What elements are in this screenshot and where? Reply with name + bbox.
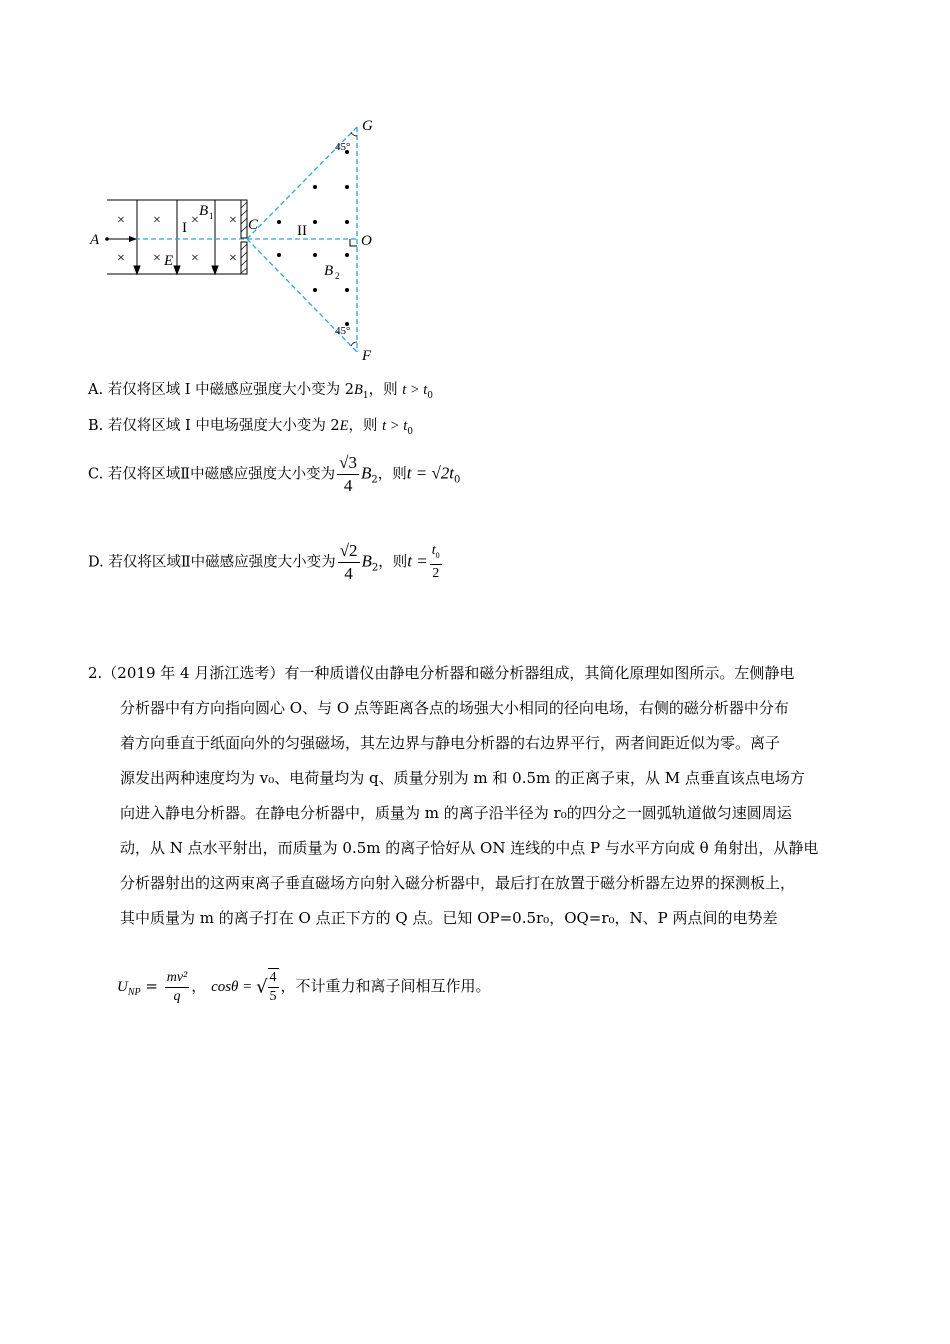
label-o: O [361, 233, 372, 249]
svg-text:×: × [117, 251, 125, 266]
option-a-cond: t > t [402, 382, 428, 398]
option-d-cond-den: 2 [432, 566, 440, 582]
formula-eq: = [140, 977, 163, 995]
label-b1-sub: 1 [209, 211, 214, 221]
label-c: C [248, 217, 259, 233]
q2-line-7: 分析器射出的这两束离子垂直磁场方向射入磁分析器中，最后打在放置于磁分析器左边界的探测板上， [120, 874, 796, 892]
option-d-cond-num: $t_0$ [430, 542, 442, 566]
sqrt-icon: √ [256, 976, 268, 998]
option-c-fraction [337, 452, 359, 497]
svg-text:×: × [153, 213, 161, 228]
physics-diagram [85, 112, 395, 367]
q2-formula-line [117, 968, 491, 1028]
formula-u: U [117, 979, 128, 995]
svg-text:×: × [191, 213, 199, 228]
option-c-suffix: ，则 [377, 466, 407, 483]
option-d-fraction [338, 540, 360, 585]
option-d-suffix: ，则 [378, 554, 408, 571]
label-region2: II [297, 223, 307, 239]
formula-cos: cosθ = [211, 979, 257, 995]
option-a-prefix: A. 若仅将区域 I 中磁感应强度大小变为 2 [88, 382, 354, 398]
q2-line-3: 着方向垂直于纸面向外的匀强磁场，其左边界与静电分析器的右边界平行，两者间距近似为零。离子 [120, 734, 781, 752]
option-d [88, 540, 444, 585]
q2-line-6: 动，从 N 点水平射出，而质量为 0.5m 的离子恰好从 ON 连线的中点 P 与水平方向成 θ 角射出，从静电 [120, 839, 819, 857]
option-b-var: E [339, 418, 349, 434]
angle-arc-bottom [351, 342, 357, 346]
option-b-cond: t > t [382, 418, 408, 434]
formula-fraction [165, 969, 190, 1006]
angle-arc-top [351, 132, 357, 136]
label-g: G [362, 118, 373, 134]
label-e: E [164, 253, 174, 269]
label-b2-sub: 2 [335, 271, 340, 281]
option-c-var: B [361, 463, 372, 483]
formula-radical-fraction [268, 968, 279, 1006]
label-region1: I [182, 220, 187, 236]
option-c-sub: 2 [371, 474, 378, 486]
option-c [88, 452, 460, 497]
svg-text:×: × [191, 251, 199, 266]
option-a-sub: 1 [362, 390, 369, 401]
label-f: F [362, 348, 372, 364]
formula-rad-num: 4 [268, 969, 279, 988]
option-c-prefix: C. 若仅将区域Ⅱ中磁感应强度大小变为 [88, 466, 336, 483]
option-d-cond-fraction [430, 542, 442, 584]
q2-line-2: 分析器中有方向指向圆心 O、与 O 点等距离各点的场强大小相同的径向电场，右侧的磁分析器中分布 [120, 699, 789, 717]
svg-text:×: × [117, 213, 125, 228]
magnetic-field-dots [277, 150, 349, 326]
formula-num: mv² [165, 969, 190, 988]
option-c-cond: t = √2t [406, 463, 455, 483]
formula-u-sub: NP [127, 987, 141, 998]
option-d-sub: 2 [371, 562, 379, 574]
label-angle-bottom: 45° [335, 325, 351, 337]
option-b-cond-sub: 0 [407, 426, 413, 437]
q2-line-4: 源发出两种速度均为 v₀、电荷量均为 q、质量分别为 m 和 0.5m 的正离子束，从 M 点垂直该点电场方 [120, 769, 805, 787]
option-c-den: 4 [343, 476, 353, 495]
option-a-suffix: ，则 [368, 382, 403, 398]
option-d-prefix: D. 若仅将区域Ⅱ中磁感应强度大小变为 [88, 554, 336, 571]
svg-text:×: × [229, 213, 237, 228]
svg-text:×: × [153, 251, 161, 266]
formula-rad-den: 5 [269, 989, 277, 1004]
option-b [88, 416, 413, 442]
q2-line-8: 其中质量为 m 的离子打在 O 点正下方的 Q 点。已知 OP=0.5r₀，OQ=r₀，N、P 两点间的电势差 [120, 909, 778, 927]
option-d-cond: t = [407, 551, 428, 571]
option-c-num: √3 [337, 452, 359, 475]
option-a-var: B [353, 382, 363, 398]
label-b1: B [199, 203, 209, 219]
option-d-den: 4 [344, 564, 353, 583]
label-a: A [90, 232, 100, 248]
q2-line-1: 2.（2019 年 4 月浙江选考）有一种质谱仪由静电分析器和磁分析器组成，其简化原理如图所示。左侧静电 [88, 664, 795, 682]
option-b-suffix: ，则 [348, 418, 383, 434]
option-b-prefix: B. 若仅将区域 I 中电场强度大小变为 2 [88, 418, 340, 434]
option-a-cond-sub: 0 [427, 390, 434, 401]
formula-comma: ， [191, 977, 207, 995]
right-angle-mark [350, 239, 357, 246]
option-a [88, 380, 433, 406]
label-angle-top: 45° [335, 141, 351, 153]
formula-tail: ，不计重力和离子间相互作用。 [280, 977, 491, 995]
svg-text:×: × [229, 251, 237, 266]
label-b2: B [324, 263, 334, 279]
option-d-num: √2 [338, 540, 360, 563]
q2-line-5: 向进入静电分析器。在静电分析器中，质量为 m 的离子沿半径为 r₀的四分之一圆弧轨道做匀速圆周运 [120, 804, 792, 822]
formula-den: q [173, 988, 181, 1004]
option-d-var: B [361, 551, 372, 571]
option-c-cond-sub: 0 [454, 474, 461, 486]
